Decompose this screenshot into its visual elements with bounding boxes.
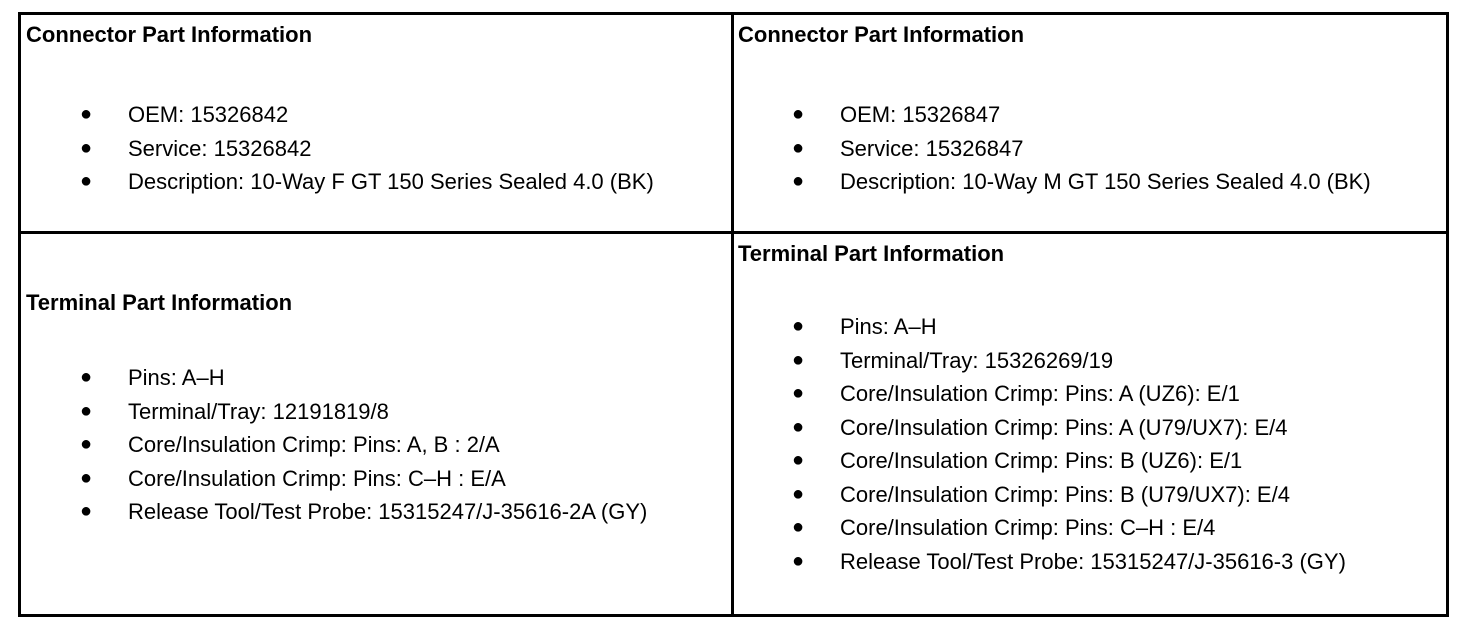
list-item	[26, 165, 654, 199]
list-item-text: Release Tool/Test Probe: 15315247/J-35616-2A (GY)	[128, 499, 648, 524]
list-item	[738, 411, 1346, 445]
bullet-icon: ●	[80, 136, 93, 159]
list-item	[738, 344, 1346, 378]
bullet-icon: ●	[792, 549, 805, 572]
list-item-text: Core/Insulation Crimp: Pins: C–H : E/A	[128, 465, 506, 491]
terminal-info-list	[26, 361, 647, 529]
cell-heading: Connector Part Information	[26, 22, 313, 47]
cell-terminal-info-left	[26, 290, 648, 524]
bullet-icon: ●	[792, 103, 805, 125]
list-item	[738, 377, 1346, 411]
bullet-icon: ●	[792, 449, 805, 471]
cell-connector-info-left	[26, 22, 654, 194]
terminal-info-list	[738, 310, 1346, 578]
list-item-text: Pins: A–H	[840, 314, 937, 339]
list-item-text: Core/Insulation Crimp: Pins: A (UZ6): E/1	[840, 381, 1240, 406]
list-item-text: Terminal/Tray: 12191819/8	[128, 398, 389, 424]
bullet-icon: ●	[792, 170, 805, 192]
column-divider	[731, 15, 734, 614]
list-item	[26, 98, 654, 132]
bullet-icon: ●	[792, 516, 805, 538]
bullet-icon: ●	[80, 366, 93, 388]
cell-heading: Terminal Part Information	[26, 290, 293, 315]
list-item-text: Service: 15326847	[840, 135, 1024, 161]
bullet-icon: ●	[792, 315, 805, 337]
row-divider	[21, 231, 1446, 234]
list-item	[26, 495, 647, 529]
connector-info-list	[26, 98, 654, 199]
list-item-text: OEM: 15326847	[840, 102, 1001, 127]
list-item	[26, 361, 647, 395]
bullet-icon: ●	[792, 136, 805, 159]
bullet-icon: ●	[80, 500, 93, 522]
list-item-text: Release Tool/Test Probe: 15315247/J-35616-3 (GY)	[840, 548, 1346, 574]
list-item	[738, 511, 1346, 545]
part-info-table	[18, 12, 1449, 617]
list-item-text: Core/Insulation Crimp: Pins: B (U79/UX7): E/4	[840, 481, 1290, 507]
bullet-icon: ●	[80, 170, 93, 192]
list-item	[738, 98, 1371, 132]
bullet-icon: ●	[80, 466, 93, 489]
bullet-icon: ●	[792, 415, 805, 438]
bullet-icon: ●	[792, 348, 805, 371]
list-item	[26, 395, 647, 429]
list-item	[738, 444, 1346, 478]
list-item	[26, 428, 647, 462]
cell-heading: Terminal Part Information	[738, 241, 1005, 266]
list-item	[738, 132, 1371, 166]
list-item	[738, 310, 1346, 344]
bullet-icon: ●	[792, 382, 805, 404]
list-item-text: Core/Insulation Crimp: Pins: C–H : E/4	[840, 515, 1216, 540]
list-item-text: Core/Insulation Crimp: Pins: A (U79/UX7): E/4	[840, 414, 1288, 440]
list-item-text: Core/Insulation Crimp: Pins: A, B : 2/A	[128, 432, 500, 457]
list-item-text: Core/Insulation Crimp: Pins: B (UZ6): E/1	[840, 448, 1243, 473]
bullet-icon: ●	[80, 399, 93, 422]
list-item-text: Terminal/Tray: 15326269/19	[840, 347, 1114, 373]
list-item	[738, 478, 1346, 512]
cell-terminal-info-right	[738, 241, 1346, 574]
bullet-icon: ●	[80, 103, 93, 125]
cell-heading: Connector Part Information	[738, 22, 1025, 47]
list-item-text: Description: 10-Way M GT 150 Series Sealed 4.0 (BK)	[840, 169, 1371, 194]
bullet-icon: ●	[80, 433, 93, 455]
list-item	[26, 462, 647, 496]
list-item-text: Description: 10-Way F GT 150 Series Sealed 4.0 (BK)	[128, 169, 654, 194]
cell-connector-info-right	[738, 22, 1371, 194]
bullet-icon: ●	[792, 482, 805, 505]
list-item	[738, 545, 1346, 579]
list-item-text: Pins: A–H	[128, 365, 225, 390]
list-item	[738, 165, 1371, 199]
connector-info-list	[738, 98, 1371, 199]
list-item-text: OEM: 15326842	[128, 102, 289, 127]
list-item-text: Service: 15326842	[128, 135, 312, 161]
list-item	[26, 132, 654, 166]
